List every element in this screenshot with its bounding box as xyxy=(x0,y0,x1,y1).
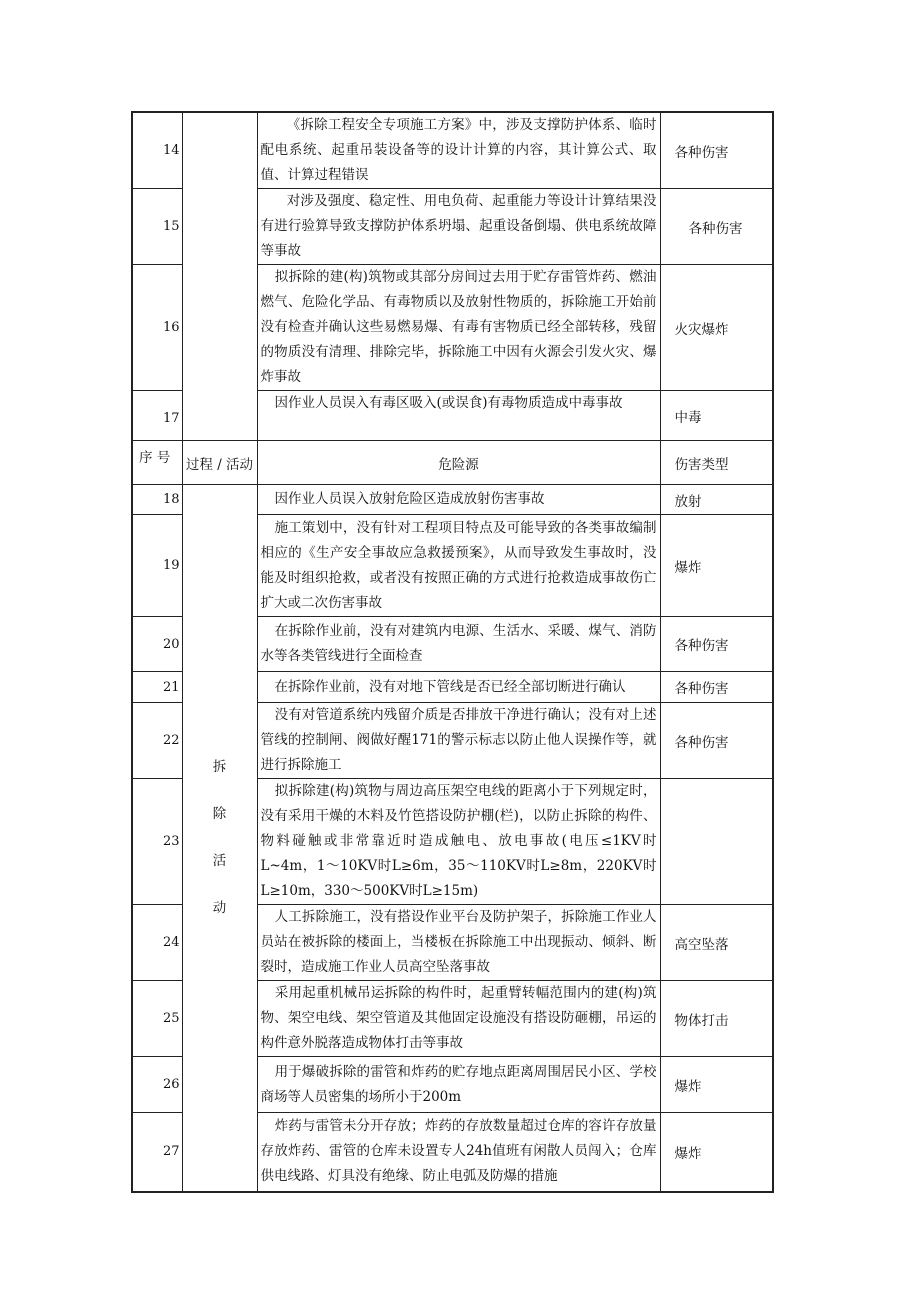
hazard-description: 没有对管道系统内残留介质是否排放干净进行确认；没有对上述管线的控制闸、阀做好醒171的警示标志以防止他人误操作等，就进行拆除施工 xyxy=(257,703,660,779)
row-number: 14 xyxy=(132,112,182,189)
harm-type: 爆炸 xyxy=(660,1057,773,1113)
header-harm-type: 伤害类型 xyxy=(660,441,773,485)
process-label xyxy=(183,755,257,920)
row-number: 23 xyxy=(132,779,182,905)
harm-type: 各种伤害 xyxy=(660,703,773,779)
harm-type: 物体打击 xyxy=(660,981,773,1057)
hazard-description: 在拆除作业前，没有对地下管线是否已经全部切断进行确认 xyxy=(257,672,660,703)
harm-type: 各种伤害 xyxy=(660,617,773,672)
table-row xyxy=(132,485,773,515)
harm-type: 各种伤害 xyxy=(660,672,773,703)
row-number: 21 xyxy=(132,672,182,703)
row-number: 26 xyxy=(132,1057,182,1113)
hazard-description: 《拆除工程安全专项施工方案》中，涉及支撑防护体系、临时配电系统、起重吊装设备等的设计计算的内容，其计算公式、取值、计算过程错误 xyxy=(257,112,660,189)
row-number: 22 xyxy=(132,703,182,779)
row-number: 15 xyxy=(132,189,182,265)
harm-type: 高空坠落 xyxy=(660,905,773,981)
row-number: 27 xyxy=(132,1113,182,1192)
hazard-description: 拟拆除的建(构)筑物或其部分房间过去用于贮存雷管炸药、燃油燃气、危险化学品、有毒物质以及放射性物质的，拆除施工开始前没有检查并确认这些易燃易爆、有毒有害物质已经全部转移，残留的物质没有清理、排除完毕，拆除施工中因有火源会引发火灾、爆炸事故 xyxy=(257,265,660,391)
harm-type: 放射 xyxy=(660,485,773,515)
row-number: 16 xyxy=(132,265,182,391)
header-process: 过程 / 活动 xyxy=(182,441,257,485)
harm-type: 各种伤害 xyxy=(660,112,773,189)
process-char: 除 xyxy=(212,806,227,823)
harm-type xyxy=(660,779,773,905)
row-number: 25 xyxy=(132,981,182,1057)
process-cell xyxy=(182,485,257,1192)
harm-type: 爆炸 xyxy=(660,515,773,617)
table-row xyxy=(132,112,773,189)
hazard-description: 采用起重机械吊运拆除的构件时，起重臂转幅范围内的建(构)筑物、架空电线、架空管道及其他固定设施没有搭设防砸棚，吊运的构件意外脱落造成物体打击等事故 xyxy=(257,981,660,1057)
hazard-description: 因作业人员误入放射危险区造成放射伤害事故 xyxy=(257,485,660,515)
harm-type: 各种伤害 xyxy=(660,189,773,265)
hazard-description: 人工拆除施工，没有搭设作业平台及防护架子，拆除施工作业人员站在被拆除的楼面上，当楼板在拆除施工中出现振动、倾斜、断裂时，造成施工作业人员高空坠落事故 xyxy=(257,905,660,981)
process-char: 活 xyxy=(212,853,227,870)
hazard-description: 在拆除作业前，没有对建筑内电源、生活水、采暖、煤气、消防水等各类管线进行全面检查 xyxy=(257,617,660,672)
row-number: 24 xyxy=(132,905,182,981)
process-char: 拆 xyxy=(212,759,227,776)
row-number: 18 xyxy=(132,485,182,515)
hazard-description: 炸药与雷管未分开存放；炸药的存放数量超过仓库的容许存放量存放炸药、雷管的仓库未设置专人24h值班有闲散人员闯入；仓库供电线路、灯具没有绝缘、防止电弧及防爆的措施 xyxy=(257,1113,660,1192)
hazard-description: 用于爆破拆除的雷管和炸药的贮存地点距离周围居民小区、学校商场等人员密集的场所小于200m xyxy=(257,1057,660,1113)
header-hazard: 危险源 xyxy=(257,441,660,485)
row-number: 17 xyxy=(132,391,182,441)
row-number: 19 xyxy=(132,515,182,617)
table-header-row xyxy=(132,441,773,485)
hazard-description: 拟拆除建(构)筑物与周边高压架空电线的距离小于下列规定时，没有采用干燥的木料及竹笆搭设防护棚(栏)，以防止拆除的构件、物料碰触或非常靠近时造成触电、放电事故(电压≤1KV时L~4m，1～10KV时L≥6m，35～110KV时L≥8m，220KV时L≥10m，330～500KV时L≥15m) xyxy=(257,779,660,905)
hazard-table xyxy=(131,111,774,1193)
harm-type: 中毒 xyxy=(660,391,773,441)
hazard-description: 因作业人员误入有毒区吸入(或误食)有毒物质造成中毒事故 xyxy=(257,391,660,441)
harm-type: 火灾爆炸 xyxy=(660,265,773,391)
hazard-description: 对涉及强度、稳定性、用电负荷、起重能力等设计计算结果没有进行验算导致支撑防护体系坍塌、起重设备倒塌、供电系统故障等事故 xyxy=(257,189,660,265)
hazard-description: 施工策划中，没有针对工程项目特点及可能导致的各类事故编制相应的《生产安全事故应急救援预案》，从而导致发生事故时，没能及时组织抢救，或者没有按照正确的方式进行抢救造成事故伤亡扩大或二次伤害事故 xyxy=(257,515,660,617)
header-seq: 序 号 xyxy=(132,441,182,485)
row-number: 20 xyxy=(132,617,182,672)
process-char: 动 xyxy=(212,900,227,917)
harm-type: 爆炸 xyxy=(660,1113,773,1192)
process-cell-empty xyxy=(182,112,257,441)
